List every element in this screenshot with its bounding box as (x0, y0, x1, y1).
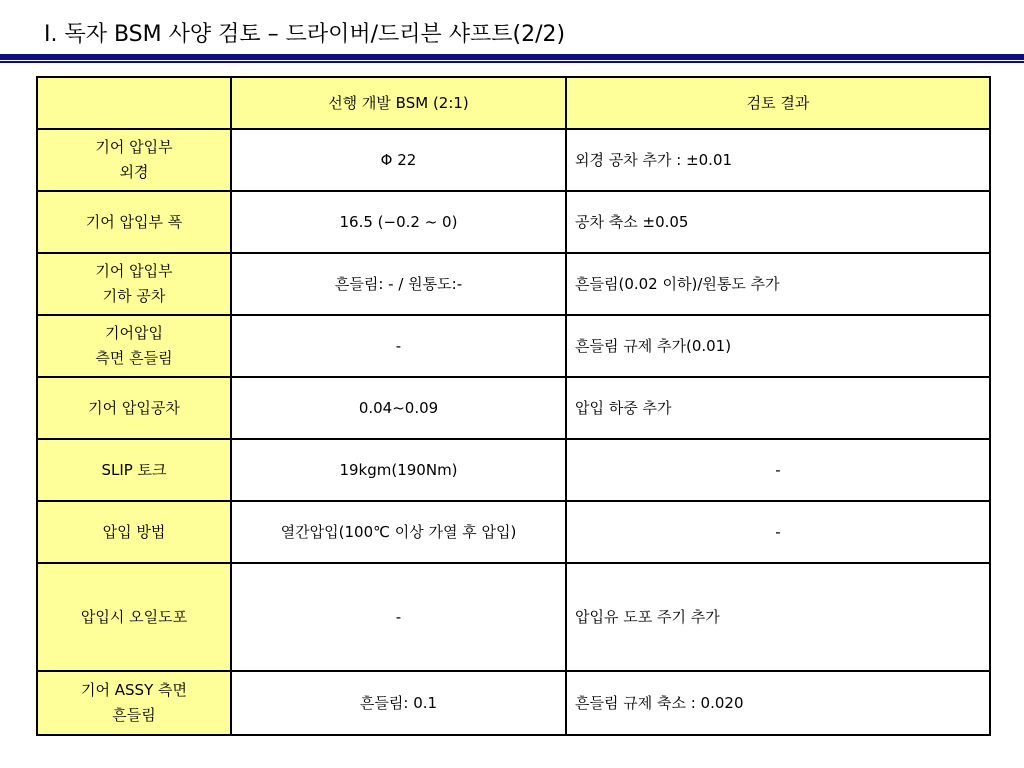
title-underline-thick (0, 54, 1024, 60)
row-label-line: 기하 공차 (102, 287, 166, 305)
table-row (37, 191, 990, 253)
header-empty-cell (37, 77, 231, 129)
row-label-line: 기어 압입부 (95, 262, 173, 280)
row-spec: - (231, 315, 566, 377)
row-label (37, 129, 231, 191)
header-review: 검토 결과 (566, 77, 990, 129)
row-label-line: 기어 ASSY 측면 (81, 681, 187, 699)
row-review: 흔들림 규제 축소 : 0.020 (566, 671, 990, 735)
row-label (37, 315, 231, 377)
table-row (37, 377, 990, 439)
table-row (37, 315, 990, 377)
row-label-line: 기어 압입공차 (88, 398, 180, 417)
row-spec: Φ 22 (231, 129, 566, 191)
table-row (37, 563, 990, 671)
row-spec: 흔들림: 0.1 (231, 671, 566, 735)
row-label-line: 기어압입 (105, 324, 163, 342)
row-label-line: 흔들림 (112, 706, 156, 724)
row-label (37, 191, 231, 253)
row-label-line: 압입 방법 (102, 522, 166, 541)
row-review: - (566, 439, 990, 501)
row-review: 압입 하중 추가 (566, 377, 990, 439)
row-review: 외경 공차 추가 : ±0.01 (566, 129, 990, 191)
row-spec: 0.04~0.09 (231, 377, 566, 439)
table-row (37, 129, 990, 191)
row-label (37, 671, 231, 735)
row-label (37, 253, 231, 315)
row-label-line: 외경 (119, 163, 149, 181)
row-spec: 19kgm(190Nm) (231, 439, 566, 501)
title-underline-thin (0, 61, 1024, 63)
row-spec: 16.5 (−0.2 ~ 0) (231, 191, 566, 253)
row-spec: 흔들림: - / 원통도:- (231, 253, 566, 315)
spec-review-table (36, 76, 991, 736)
row-review: 압입유 도포 주기 추가 (566, 563, 990, 671)
row-spec: 열간압입(100℃ 이상 가열 후 압입) (231, 501, 566, 563)
row-spec: - (231, 563, 566, 671)
slide-title: Ⅰ. 독자 BSM 사양 검토 – 드라이버/드리븐 샤프트(2/2) (44, 22, 566, 47)
header-spec: 선행 개발 BSM (2:1) (231, 77, 566, 129)
row-label-line: SLIP 토크 (101, 460, 167, 479)
row-label-line: 기어 압입부 (95, 138, 173, 156)
row-review: 흔들림 규제 추가(0.01) (566, 315, 990, 377)
row-label (37, 563, 231, 671)
table-row (37, 671, 990, 735)
table-row (37, 253, 990, 315)
row-label (37, 439, 231, 501)
row-label-line: 기어 압입부 폭 (85, 212, 183, 231)
table-row (37, 439, 990, 501)
row-review: 흔들림(0.02 이하)/원통도 추가 (566, 253, 990, 315)
row-review: 공차 축소 ±0.05 (566, 191, 990, 253)
table-header-row (37, 77, 990, 129)
row-label (37, 377, 231, 439)
table-row (37, 501, 990, 563)
row-label (37, 501, 231, 563)
row-label-line: 압입시 오일도포 (80, 607, 188, 626)
row-label-line: 측면 흔들림 (95, 349, 173, 367)
row-review: - (566, 501, 990, 563)
